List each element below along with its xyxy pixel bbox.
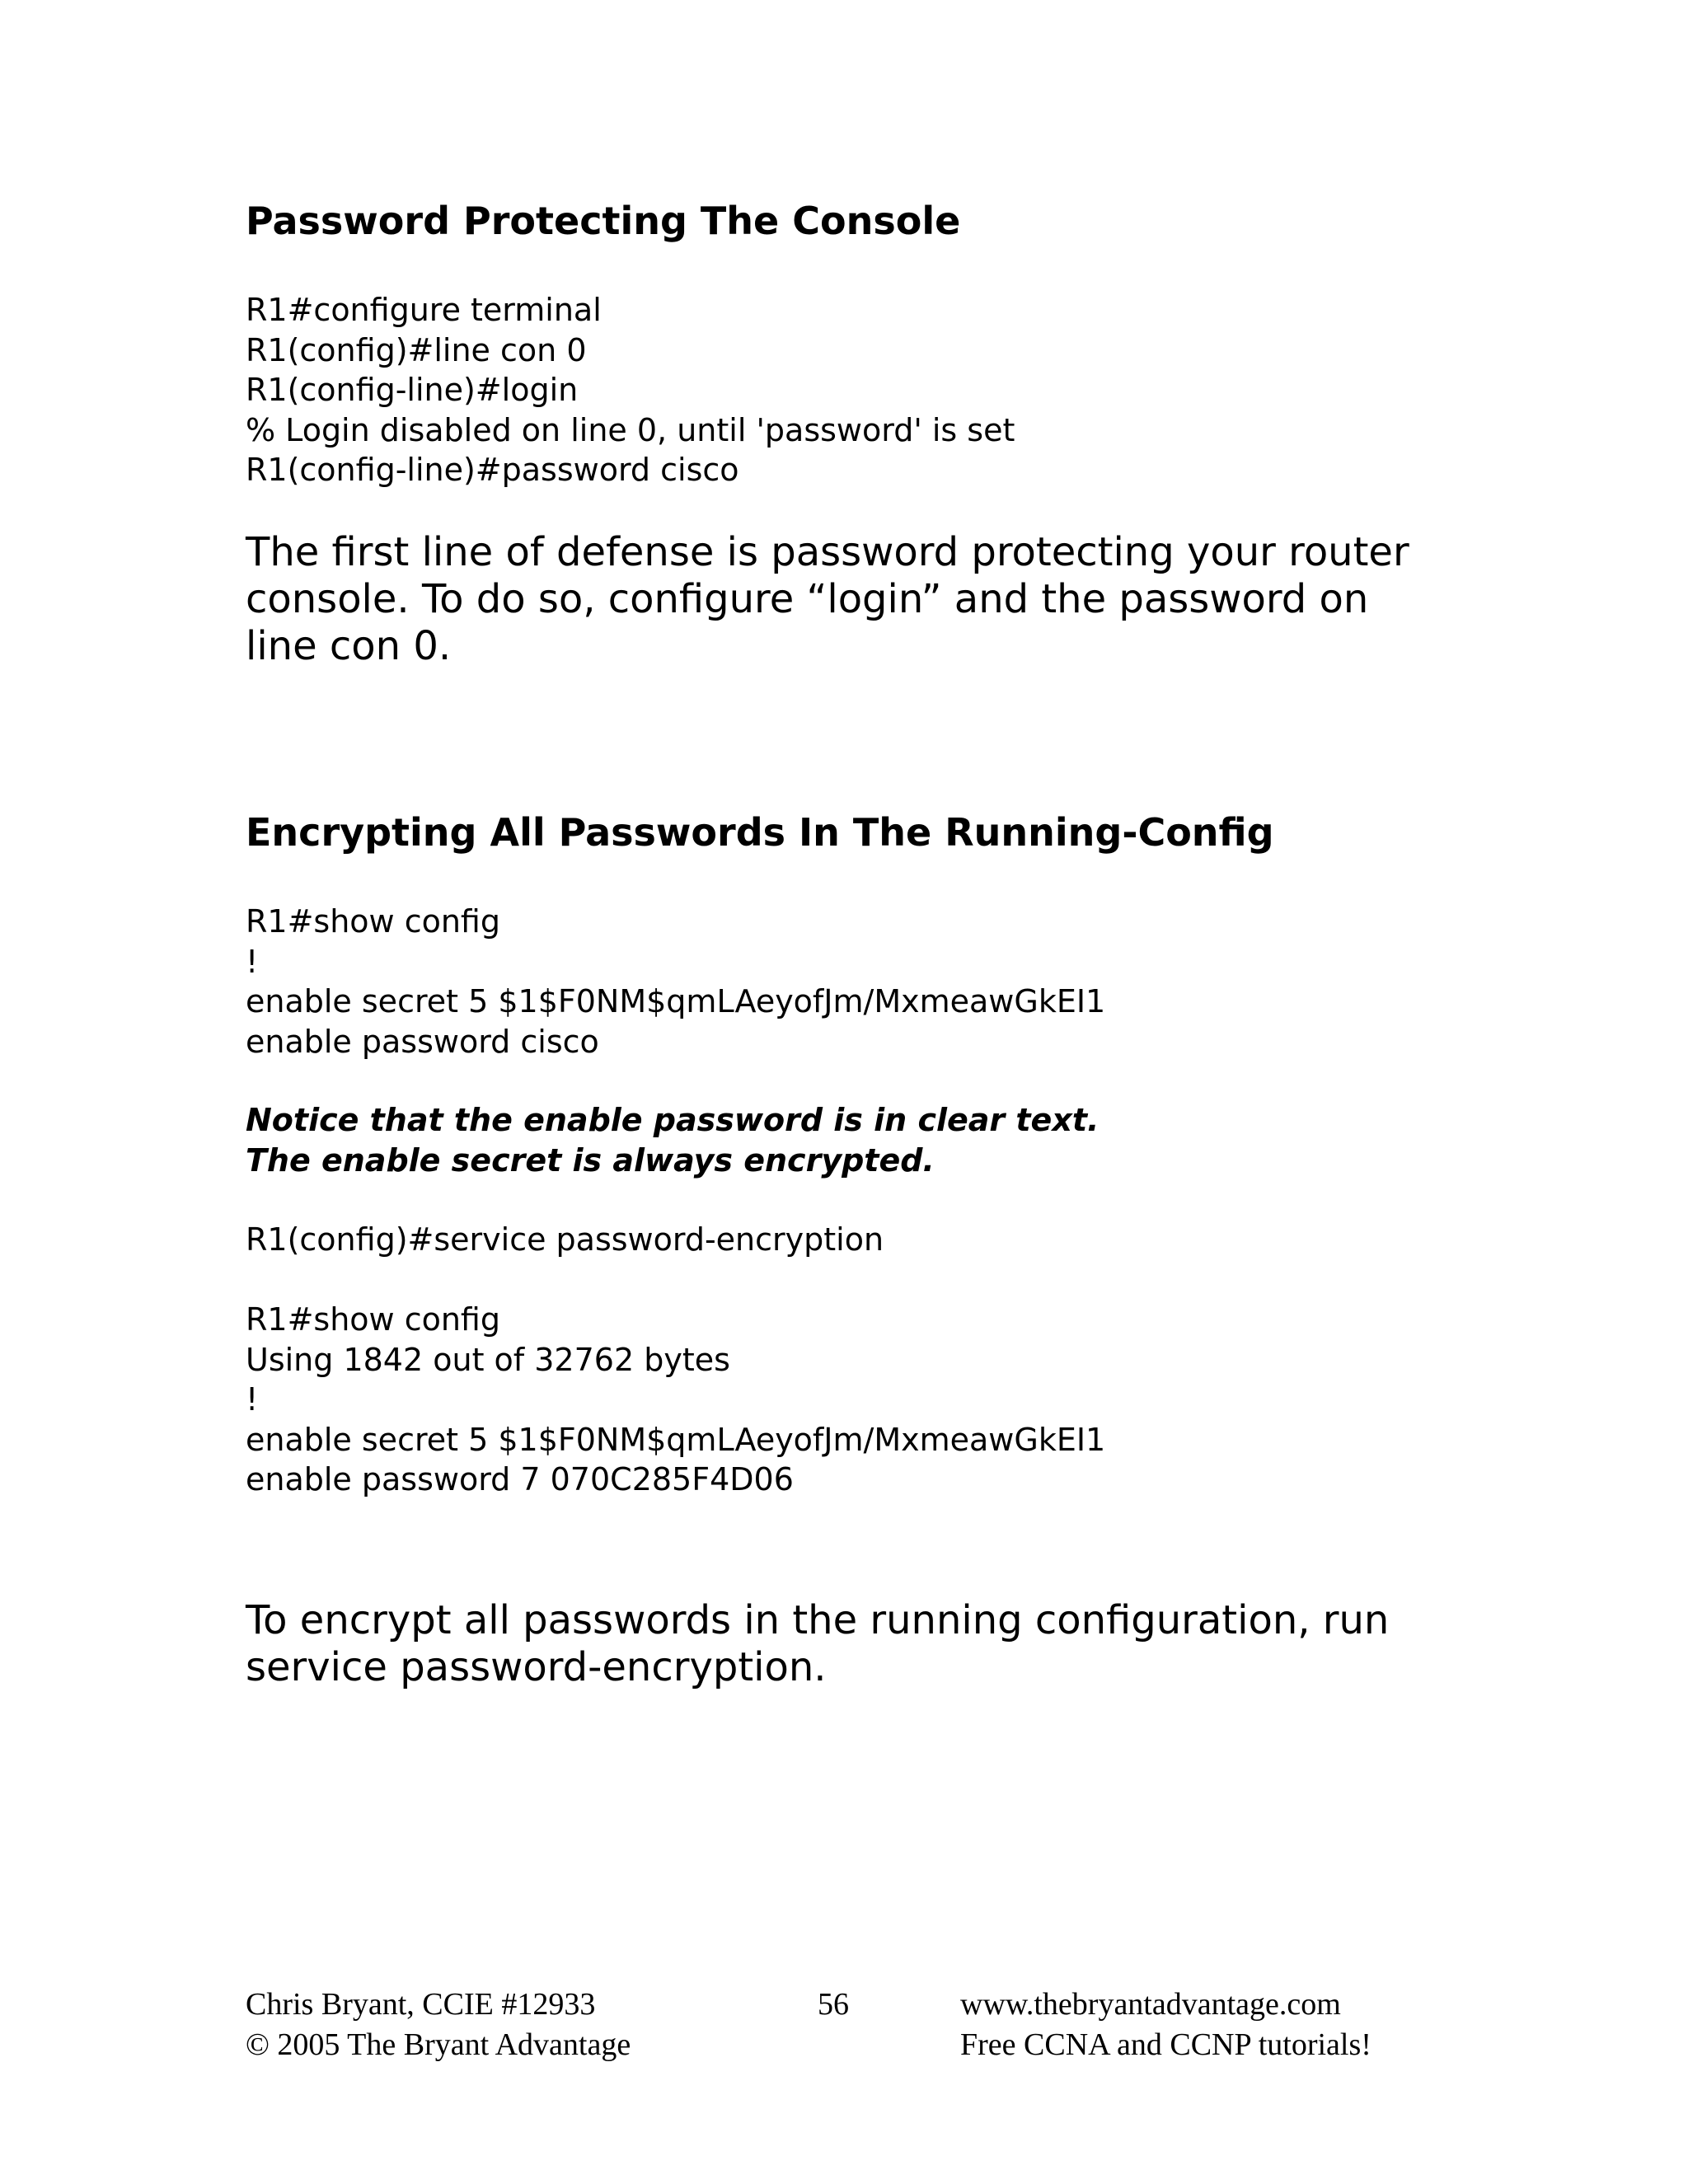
code-line: Using 1842 out of 32762 bytes	[246, 1341, 730, 1378]
code-line: R1(config)#service password-encryption	[246, 1221, 884, 1258]
code-line: R1(config-line)#login	[246, 372, 579, 408]
code-line: enable secret 5 $1$F0NM$qmLAeyofJm/MxmeawGkEI1	[246, 1421, 1106, 1458]
footer-copyright: © 2005 The Bryant Advantage	[246, 2027, 631, 2062]
section-heading-encrypting: Encrypting All Passwords In The Running-Config	[246, 810, 1274, 855]
section-heading-console: Password Protecting The Console	[246, 199, 961, 243]
note-line: The enable secret is always encrypted.	[246, 1141, 935, 1179]
footer-left	[246, 1985, 631, 2065]
footer-author: Chris Bryant, CCIE #12933	[246, 1987, 596, 2022]
code-block-console	[246, 290, 1015, 490]
code-block-show-config-before	[246, 902, 1105, 1062]
code-line: R1#configure terminal	[246, 292, 602, 328]
code-line: enable password cisco	[246, 1023, 599, 1060]
footer-center	[818, 1985, 849, 2025]
footer-website: www.thebryantadvantage.com	[960, 1987, 1341, 2022]
note-line: Notice that the enable password is in clear text.	[246, 1102, 1100, 1138]
code-line: R1#show config	[246, 1301, 500, 1338]
code-line: !	[246, 943, 259, 980]
code-block-service-command	[246, 1220, 884, 1260]
note-block	[246, 1100, 1099, 1180]
paragraph-encrypting: To encrypt all passwords in the running configuration, run service password-encryption.	[246, 1597, 1390, 1690]
code-line: R1(config-line)#password cisco	[246, 452, 739, 488]
code-line: % Login disabled on line 0, until 'password' is set	[246, 411, 1015, 448]
code-block-show-config-after	[246, 1300, 1105, 1500]
code-line: R1#show config	[246, 903, 500, 940]
footer-right	[960, 1985, 1372, 2065]
code-line: R1(config)#line con 0	[246, 331, 587, 368]
code-line: enable secret 5 $1$F0NM$qmLAeyofJm/MxmeawGkEI1	[246, 983, 1106, 1019]
page-number: 56	[818, 1987, 849, 2022]
paragraph-console: The first line of defense is password protecting your router console. To do so, configure “login” and the password on line con 0.	[246, 529, 1409, 669]
footer-tagline: Free CCNA and CCNP tutorials!	[960, 2027, 1372, 2062]
code-line: !	[246, 1381, 259, 1418]
code-line: enable password 7 070C285F4D06	[246, 1461, 794, 1497]
